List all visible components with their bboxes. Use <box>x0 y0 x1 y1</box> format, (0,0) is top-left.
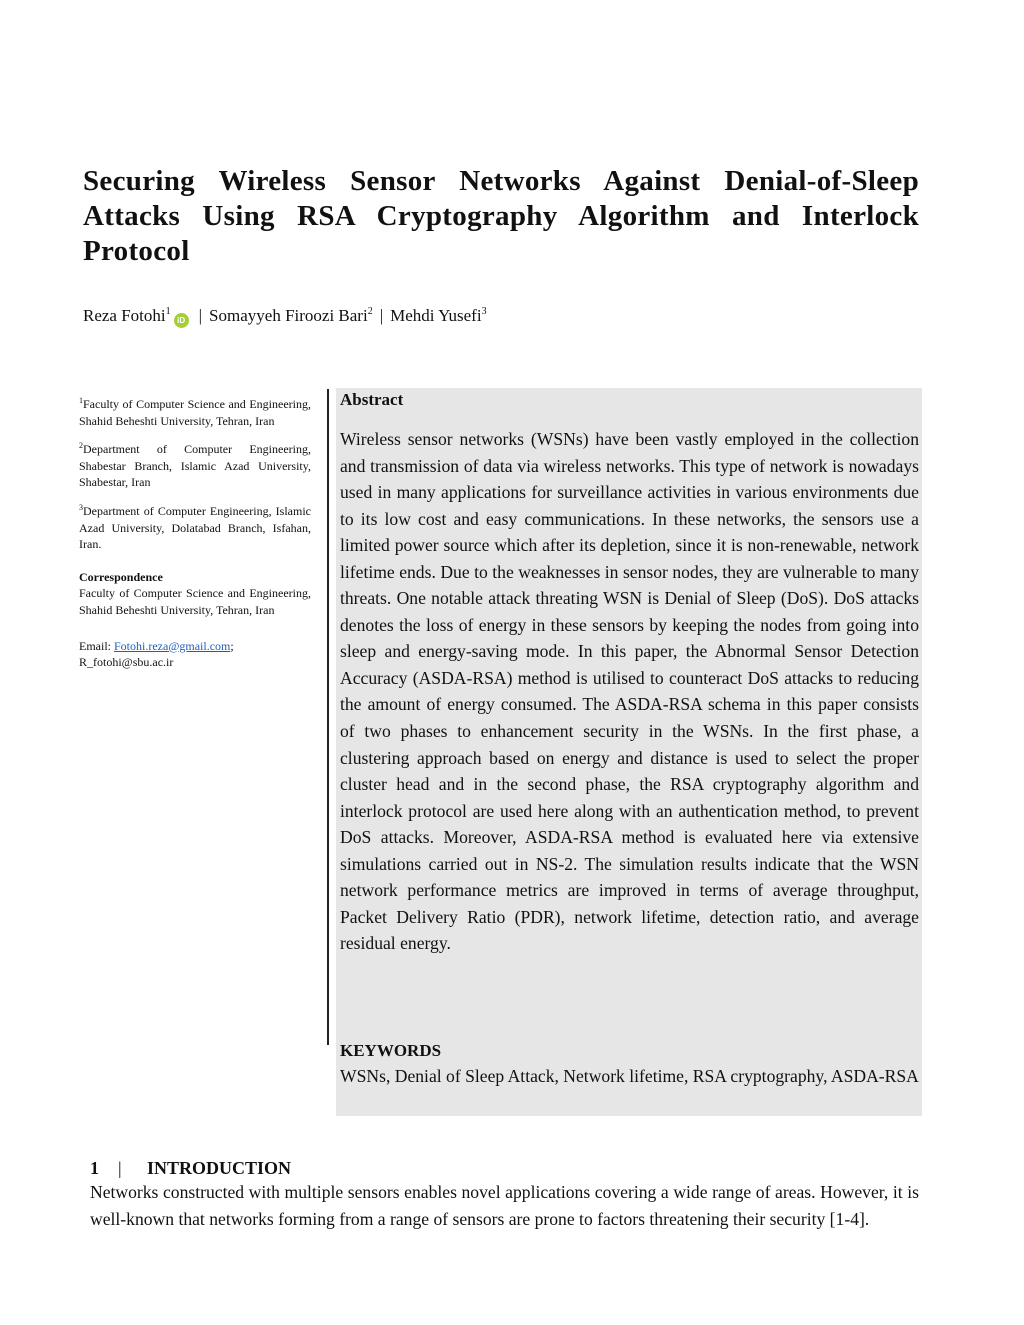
affiliation-text: Faculty of Computer Science and Engineering, Shahid Beheshti University, Tehran, Iran <box>79 397 311 428</box>
affiliation-text: Department of Computer Engineering, Shabestar Branch, Islamic Azad University, Shabestar, Iran <box>79 442 311 490</box>
abstract-body: Wireless sensor networks (WSNs) have been vastly employed in the collection and transmission of data via wireless networks. This type of network is nowadays used in many applications for surveillance activities in various environments due to its low cost and easy communications. In these networks, the sensors use a limited power source which after its depletion, since it is non-renewable, network lifetime ends. Due to the weaknesses in sensor nodes, they are vulnerable to many threats. One notable attack threating WSN is Denial of Sleep (DoS). DoS attacks denotes the loss of energy in these sensors by keeping the nodes from going into sleep and energy-saving mode. In this paper, the Abnormal Sensor Detection Accuracy (ASDA-RSA) method is utilised to counteract DoS attacks to reducing the amount of energy consumed. The ASDA-RSA schema in this paper consists of two phases to enhancement security in the WSNs. In the first phase, a clustering approach based on energy and distance is used to select the proper cluster head and in the second phase, the RSA cryptography algorithm and interlock protocol are used here along with an authentication method, to prevent DoS attacks. Moreover, ASDA-RSA method is evaluated here via extensive simulations carried out in NS-2. The simulation results indicate that the WSN network performance metrics are improved in terms of average throughput, Packet Delivery Ratio (PDR), network lifetime, detection ratio, and average residual energy. <box>340 429 919 954</box>
section-bar: | <box>118 1158 122 1178</box>
keywords-heading: KEYWORDS <box>340 1041 442 1060</box>
affiliation-sup: 1 <box>79 396 83 405</box>
email-label: Email: <box>79 638 114 653</box>
affiliation-2 <box>79 438 311 491</box>
section-title: INTRODUCTION <box>147 1158 292 1178</box>
affiliation-3 <box>79 500 311 553</box>
affiliation-sup: 2 <box>79 441 83 451</box>
paper-title: Securing Wireless Sensor Networks Against Denial-of-Sleep Attacks Using RSA Cryptography Algorithm and Interlock Protocol <box>83 165 919 267</box>
author-separator: | <box>198 306 203 325</box>
section-heading-introduction <box>90 1156 291 1180</box>
email-link[interactable]: Fotohi.reza@gmail.com <box>114 638 231 653</box>
author-affil-sup: 2 <box>367 306 373 317</box>
affiliation-text: Department of Computer Engineering, Islamic Azad University, Dolatabad Branch, Isfahan, Iran. <box>79 503 311 552</box>
column-divider <box>327 389 329 1045</box>
author-name: Mehdi Yusefi <box>390 306 482 325</box>
email-alt: R_fotohi@sbu.ac.ir <box>79 655 174 670</box>
correspondence-heading: Correspondence <box>79 569 163 584</box>
author-affil-sup: 3 <box>481 306 487 317</box>
author-name: Reza Fotohi <box>83 306 166 325</box>
orcid-icon[interactable]: iD <box>174 313 189 328</box>
author-name: Somayyeh Firoozi Bari <box>209 306 368 325</box>
email-separator: ; <box>230 638 234 653</box>
affiliation-sup: 3 <box>79 502 83 512</box>
abstract-heading: Abstract <box>340 390 404 409</box>
keywords-body: WSNs, Denial of Sleep Attack, Network lifetime, RSA cryptography, ASDA-RSA <box>340 1066 919 1086</box>
correspondence-email <box>79 638 311 671</box>
author-separator: | <box>379 306 384 325</box>
section-number: 1 <box>90 1158 99 1178</box>
affiliations-column <box>79 393 311 680</box>
correspondence-text: Faculty of Computer Science and Engineering, Shahid Beheshti University, Tehran, Iran <box>79 586 311 617</box>
affiliation-1 <box>79 393 311 429</box>
introduction-body: Networks constructed with multiple sensors enables novel applications covering a wide range of areas. However, it is well-known that networks forming from a range of sensors are prone to factors threatening their security [1-4]. <box>90 1182 919 1229</box>
author-list <box>83 300 919 328</box>
correspondence <box>79 569 311 619</box>
author-affil-sup: 1 <box>165 306 171 317</box>
